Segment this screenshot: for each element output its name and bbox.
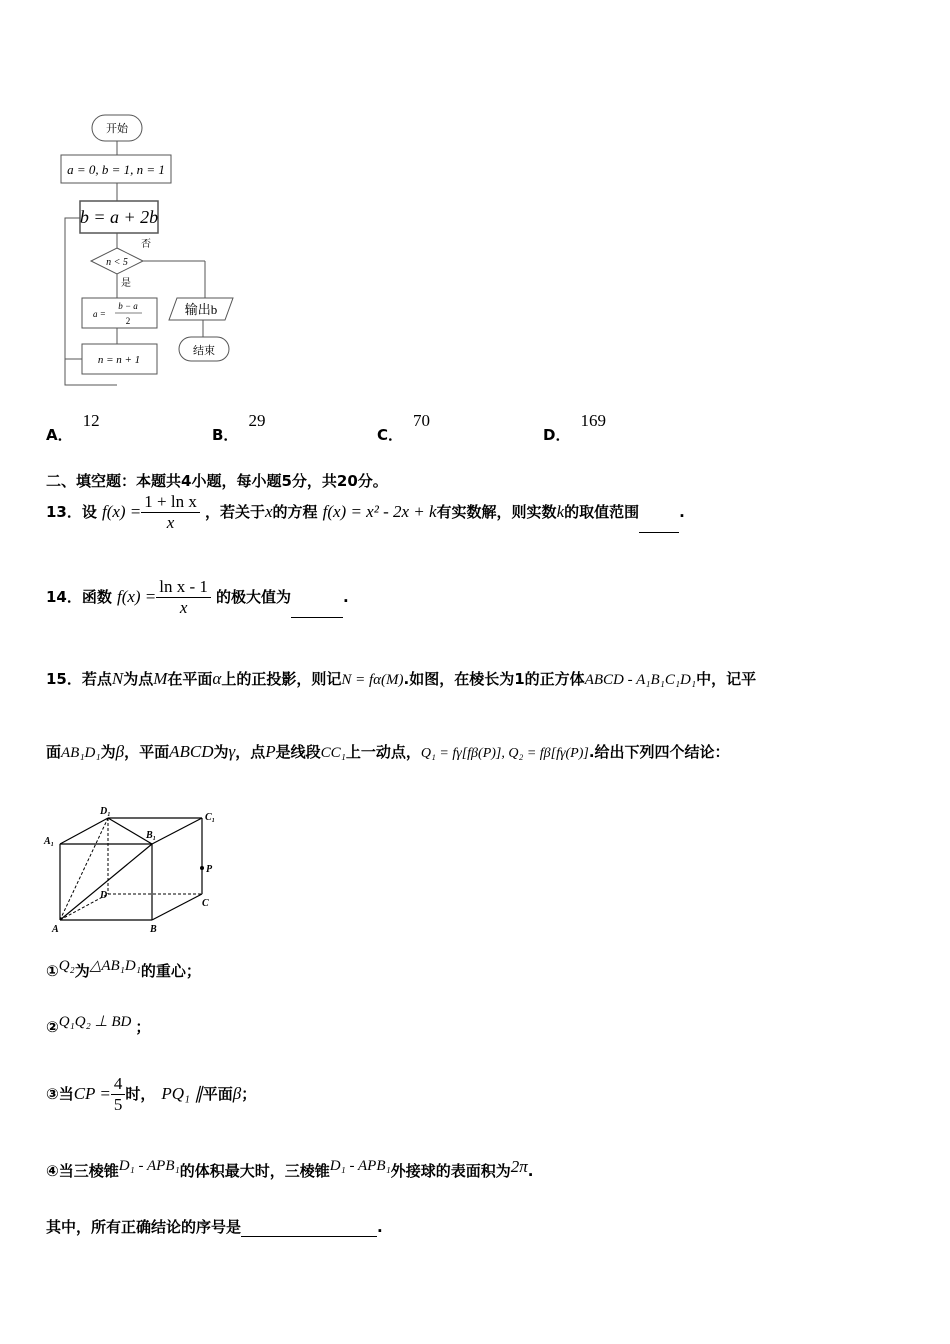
q14-frac-num: ln x - 1: [156, 577, 211, 598]
flow-end-label: 结束: [193, 345, 215, 357]
edge-A1D1: [60, 818, 108, 844]
label-C1: C₁: [205, 812, 216, 823]
q14-f-lhs: f(x) =: [116, 587, 157, 606]
q13-frac-num: 1 + ln x: [141, 492, 200, 513]
q15-text6: 中，记平: [696, 670, 757, 688]
conclusion-4: [46, 1157, 534, 1181]
flow-stepb-label: b = a + 2b: [79, 207, 159, 227]
c1-mark: ①: [46, 962, 59, 980]
flow-stepa-den: 2: [125, 316, 131, 326]
q15-text1: 为点: [123, 670, 154, 688]
q13-frac-den: x: [166, 513, 175, 532]
edge-BC: [152, 894, 202, 920]
option-d-label: D．: [543, 426, 571, 444]
question-14: [46, 577, 349, 618]
point-P: [200, 866, 204, 870]
cube-figure: [42, 800, 222, 940]
flow-stepa-lhs: a =: [93, 309, 106, 319]
q15-text4: .如图，在棱长为: [403, 670, 515, 688]
label-C: C: [202, 898, 209, 909]
conclusion-1: [46, 960, 201, 981]
c1-text2: 的重心；: [140, 962, 201, 980]
q13-fraction: [141, 492, 200, 533]
label-A1: A₁: [44, 836, 55, 847]
c1-text1: 为: [74, 962, 90, 980]
q15-l2-text1: 为: [100, 743, 116, 761]
c1-math1: Q₂: [58, 958, 75, 974]
option-a-value: 12: [82, 411, 100, 430]
c4-math2: D₁ - APB₁: [329, 1158, 391, 1174]
c2-mark: ②: [46, 1018, 59, 1036]
q15-segment: CC₁: [320, 745, 346, 761]
c3-fraction: [111, 1074, 126, 1115]
q15-cube: ABCD - A₁B₁C₁D₁: [584, 672, 697, 688]
q15-text3: 上的正投影，则记: [221, 670, 342, 688]
q15-l2-text5: 是线段: [275, 743, 321, 761]
flow-init-label: a = 0, b = 1, n = 1: [67, 162, 165, 177]
q15-plane1: AB₁D₁: [61, 745, 101, 761]
label-D1: D₁: [100, 806, 111, 817]
label-B1: B₁: [146, 830, 157, 841]
option-c[interactable]: [377, 411, 431, 445]
option-a[interactable]: [46, 411, 100, 445]
q14-fraction: [156, 577, 211, 618]
label-P: P: [206, 864, 213, 875]
q13-f-lhs: f(x) =: [101, 502, 142, 521]
question-13: [46, 492, 685, 533]
option-a-label: A．: [46, 426, 73, 444]
q13-text3: 有实数解，则实数: [436, 503, 557, 521]
c2-text1: ；: [135, 1018, 151, 1036]
q14-frac-den: x: [179, 598, 188, 617]
q15-projection: N = fα(M): [341, 672, 404, 688]
c4-math1: D₁ - APB₁: [118, 1158, 180, 1174]
q14-number: 14．函数: [46, 588, 112, 606]
flow-yes-label: 是: [121, 278, 131, 289]
q15-l2-text4: ，点: [235, 743, 266, 761]
flow-cond-label: n < 5: [106, 257, 128, 268]
final-question: [46, 1216, 383, 1237]
c3-frac-num: 4: [111, 1074, 126, 1095]
c3-lhs: CP =: [73, 1084, 111, 1103]
q15-P: P: [265, 742, 276, 761]
q15-plane2: ABCD: [169, 742, 214, 761]
c3-text3: ；: [241, 1085, 257, 1103]
q13-text1: ，若关于: [204, 503, 265, 521]
q15-M: M: [153, 669, 168, 688]
q13-k: k: [556, 502, 565, 521]
q15-text5: 的正方体: [524, 670, 585, 688]
option-d-value: 169: [580, 411, 606, 430]
q13-end: .: [679, 503, 685, 521]
q15-beta: β: [115, 742, 125, 761]
flow-output-label: 输出b: [184, 302, 218, 317]
q15-number: 15．若点: [46, 670, 112, 688]
q13-text2: 的方程: [272, 503, 318, 521]
c1-math2: △AB₁D₁: [89, 958, 141, 974]
q14-text1: 的极大值为: [216, 588, 292, 606]
c4-text2: 外接球的表面积为: [390, 1162, 511, 1180]
q15-l2-text3: 为: [213, 743, 229, 761]
flowchart: [55, 108, 245, 390]
question-15-line1: [46, 668, 756, 689]
q15-l2-text0: 面: [46, 743, 62, 761]
label-A: A: [52, 924, 59, 935]
q15-text2: 在平面: [167, 670, 213, 688]
edge-AD1: [60, 818, 108, 920]
q13-x: x: [264, 502, 273, 521]
q13-text4: 的取值范围: [564, 503, 640, 521]
q14-end: .: [343, 588, 349, 606]
c3-text2: 平面: [202, 1085, 233, 1103]
flow-stepn-label: n = n + 1: [97, 354, 141, 366]
option-b-value: 29: [248, 411, 266, 430]
c3-text1: 时，: [125, 1085, 156, 1103]
q13-answer-blank[interactable]: [639, 532, 679, 533]
option-b-label: B．: [212, 426, 239, 444]
label-D: D: [100, 890, 108, 901]
final-answer-blank[interactable]: [241, 1236, 377, 1237]
q15-alpha: α: [212, 669, 222, 688]
q13-equation: f(x) = x² - 2x + k: [322, 502, 437, 521]
q15-l2-text7: .给出下列四个结论：: [588, 743, 730, 761]
c4-math3: 2π: [510, 1157, 528, 1176]
edge-B1C1: [152, 818, 202, 844]
option-b[interactable]: [212, 411, 266, 445]
q15-N: N: [111, 669, 124, 688]
q15-one: 1: [514, 670, 525, 688]
conclusion-2: [46, 1016, 150, 1037]
option-c-label: C．: [377, 426, 404, 444]
flow-no-label: 否: [141, 239, 151, 250]
c4-text0: 当三棱锥: [58, 1162, 119, 1180]
final-text: 其中，所有正确结论的序号是: [46, 1218, 242, 1236]
option-c-value: 70: [413, 411, 431, 430]
final-end: .: [377, 1218, 383, 1236]
option-d[interactable]: [543, 411, 606, 445]
q15-l2-text6: 上一动点，: [345, 743, 421, 761]
q15-l2-text2: ，平面: [124, 743, 170, 761]
q14-answer-blank[interactable]: [291, 617, 343, 618]
c4-text1: 的体积最大时，三棱锥: [179, 1162, 330, 1180]
label-B: B: [150, 924, 157, 935]
c4-mark: ④: [46, 1162, 59, 1180]
c3-text0: 当: [58, 1085, 74, 1103]
c3-beta: β: [232, 1084, 242, 1103]
flow-stepa-num: b − a: [118, 301, 138, 311]
c4-text3: .: [527, 1162, 534, 1180]
flow-start-label: 开始: [106, 123, 128, 135]
c3-mark: ③: [46, 1085, 59, 1103]
conclusion-3: [46, 1074, 256, 1115]
question-15-line2: [46, 741, 730, 762]
c3-frac-den: 5: [113, 1095, 123, 1114]
c2-math1: Q₁Q₂ ⊥ BD: [58, 1014, 132, 1030]
q15-q-definition: Q₁ = fγ[fβ(P)], Q₂ = fβ[fγ(P)]: [420, 746, 589, 761]
section-title: 二、填空题：本题共4小题，每小题5分，共20分。: [46, 472, 388, 490]
q15-gamma: γ: [228, 742, 236, 761]
c3-math1: PQ₁ ∥: [161, 1084, 203, 1103]
edge-AB1: [60, 844, 152, 920]
q13-number: 13．设: [46, 503, 97, 521]
